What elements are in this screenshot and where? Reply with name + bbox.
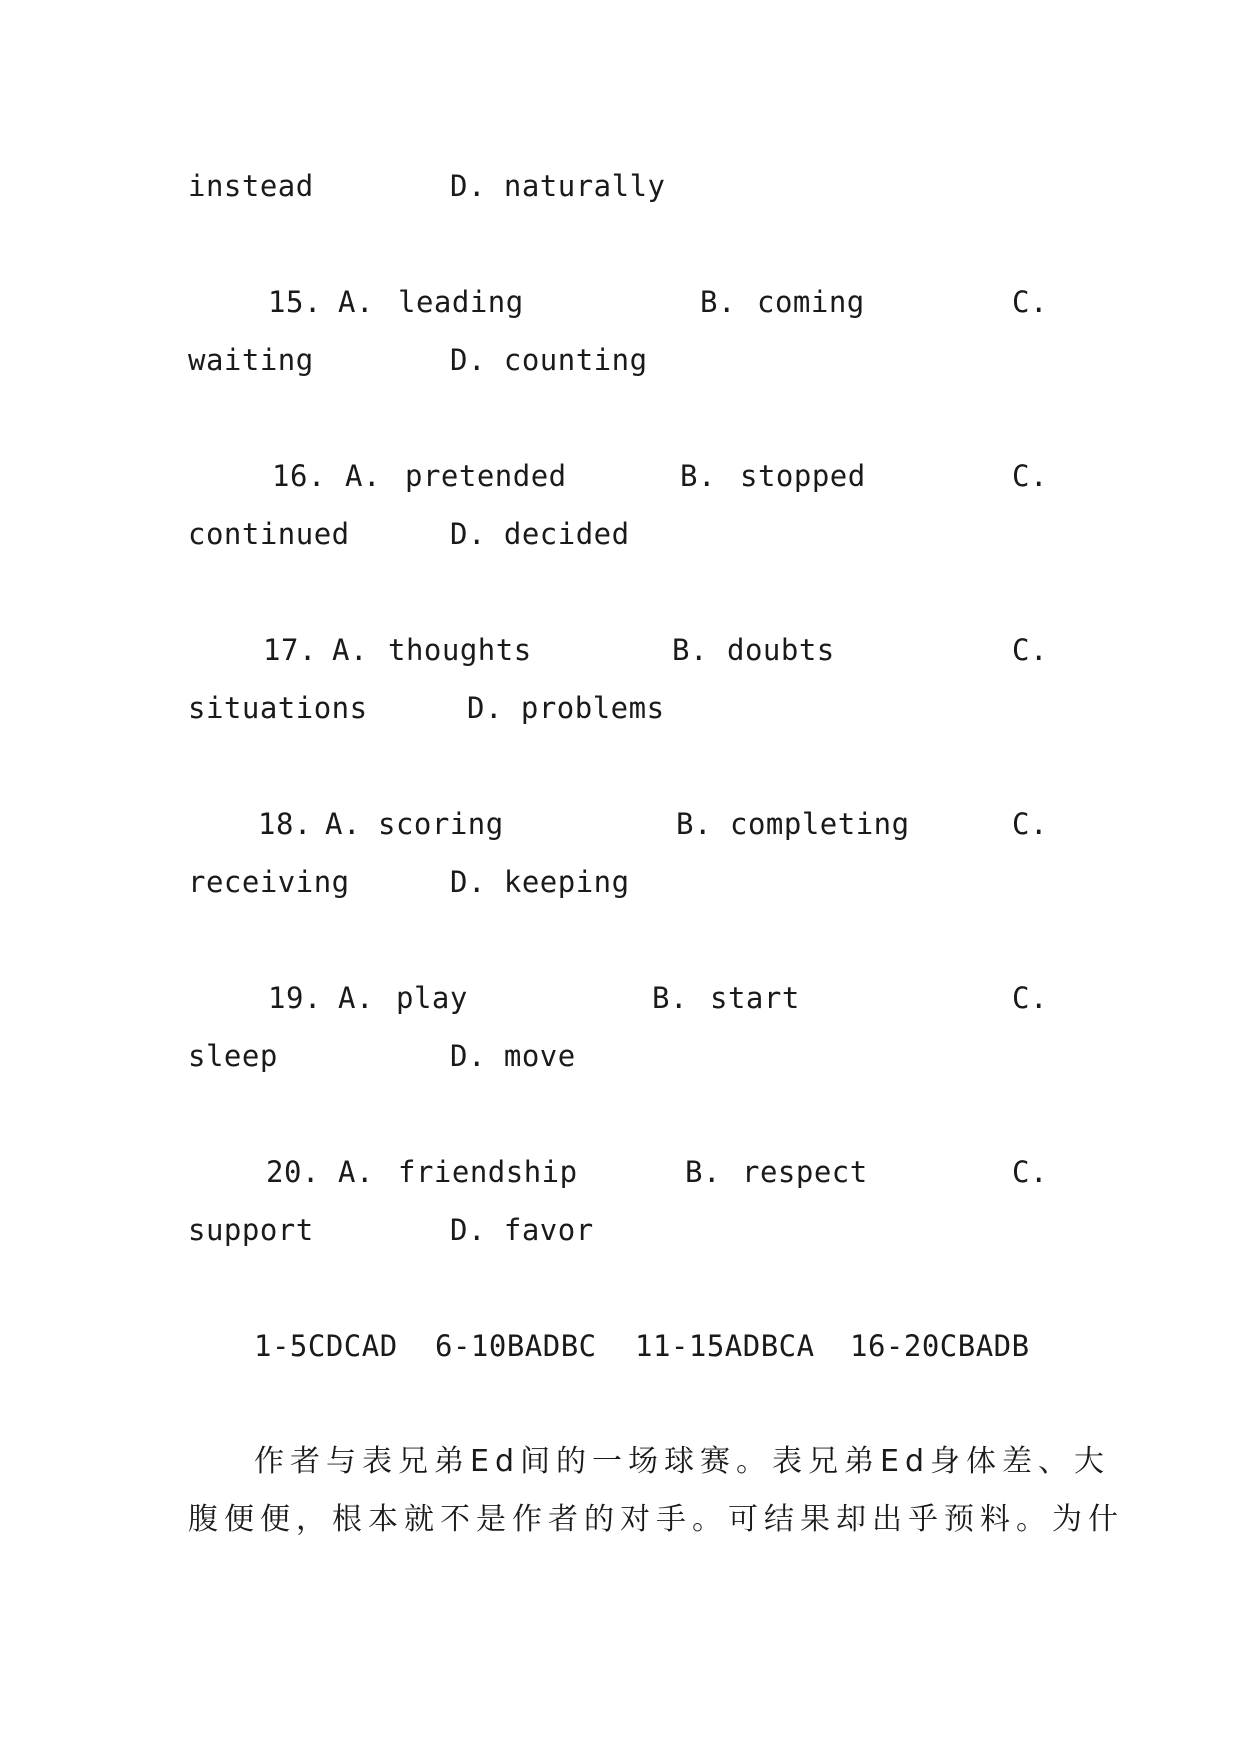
question-number: 18. bbox=[258, 807, 312, 841]
explanation-line-1: 作者与表兄弟Ed间的一场球赛。表兄弟Ed身体差、大 bbox=[254, 1444, 1110, 1479]
option-c-text: waiting bbox=[188, 343, 314, 377]
option-c-label: C. bbox=[1012, 981, 1048, 1015]
option-b-label: B. bbox=[685, 1155, 721, 1189]
option-c-label: C. bbox=[1012, 633, 1048, 667]
option-a-text: scoring bbox=[378, 807, 504, 841]
option-d: D. counting bbox=[450, 343, 648, 377]
option-a-label: A. bbox=[325, 807, 361, 841]
option-c-text: continued bbox=[188, 517, 350, 551]
explanation-line-2: 腹便便，根本就不是作者的对手。可结果却出乎预料。为什 bbox=[188, 1502, 1124, 1537]
option-b-label: B. bbox=[676, 807, 712, 841]
option-c-label: C. bbox=[1012, 459, 1048, 493]
option-b-text: respect bbox=[742, 1155, 868, 1189]
option-c-text: sleep bbox=[188, 1039, 278, 1073]
option-b-text: coming bbox=[757, 285, 865, 319]
question-number: 19. bbox=[268, 981, 322, 1015]
option-c-label: C. bbox=[1012, 807, 1048, 841]
option-a-text: pretended bbox=[405, 459, 567, 493]
option-a-text: thoughts bbox=[388, 633, 532, 667]
option-a-text: leading bbox=[398, 285, 524, 319]
option-b-text: doubts bbox=[727, 633, 835, 667]
option-a-label: A. bbox=[345, 459, 381, 493]
option-a-label: A. bbox=[338, 981, 374, 1015]
option-d: D. decided bbox=[450, 517, 630, 551]
option-a-text: play bbox=[396, 981, 468, 1015]
question-number: 17. bbox=[263, 633, 317, 667]
option-b-text: start bbox=[710, 981, 800, 1015]
q14-option-d: D. naturally bbox=[450, 169, 666, 203]
option-c-text: situations bbox=[188, 691, 368, 725]
option-b-label: B. bbox=[652, 981, 688, 1015]
option-b-label: B. bbox=[672, 633, 708, 667]
option-a-label: A. bbox=[338, 1155, 374, 1189]
option-c-text: receiving bbox=[188, 865, 350, 899]
question-number: 15. bbox=[268, 285, 322, 319]
option-a-label: A. bbox=[332, 633, 368, 667]
option-b-label: B. bbox=[680, 459, 716, 493]
question-number: 16. bbox=[272, 459, 326, 493]
option-b-text: stopped bbox=[740, 459, 866, 493]
option-d: D. problems bbox=[467, 691, 665, 725]
option-a-text: friendship bbox=[398, 1155, 578, 1189]
option-c-label: C. bbox=[1012, 285, 1048, 319]
option-a-label: A. bbox=[338, 285, 374, 319]
option-d: D. favor bbox=[450, 1213, 594, 1247]
option-c-label: C. bbox=[1012, 1155, 1048, 1189]
option-b-label: B. bbox=[700, 285, 736, 319]
option-b-text: completing bbox=[730, 807, 910, 841]
answer-group: 6-10BADBC bbox=[435, 1329, 597, 1363]
question-number: 20. bbox=[266, 1155, 320, 1189]
answer-group: 16-20CBADB bbox=[850, 1329, 1030, 1363]
answer-group: 1-5CDCAD bbox=[254, 1329, 398, 1363]
option-c-text: support bbox=[188, 1213, 314, 1247]
option-d: D. move bbox=[450, 1039, 576, 1073]
answer-group: 11-15ADBCA bbox=[635, 1329, 815, 1363]
option-d: D. keeping bbox=[450, 865, 630, 899]
q14-option-c-text: instead bbox=[188, 169, 314, 203]
